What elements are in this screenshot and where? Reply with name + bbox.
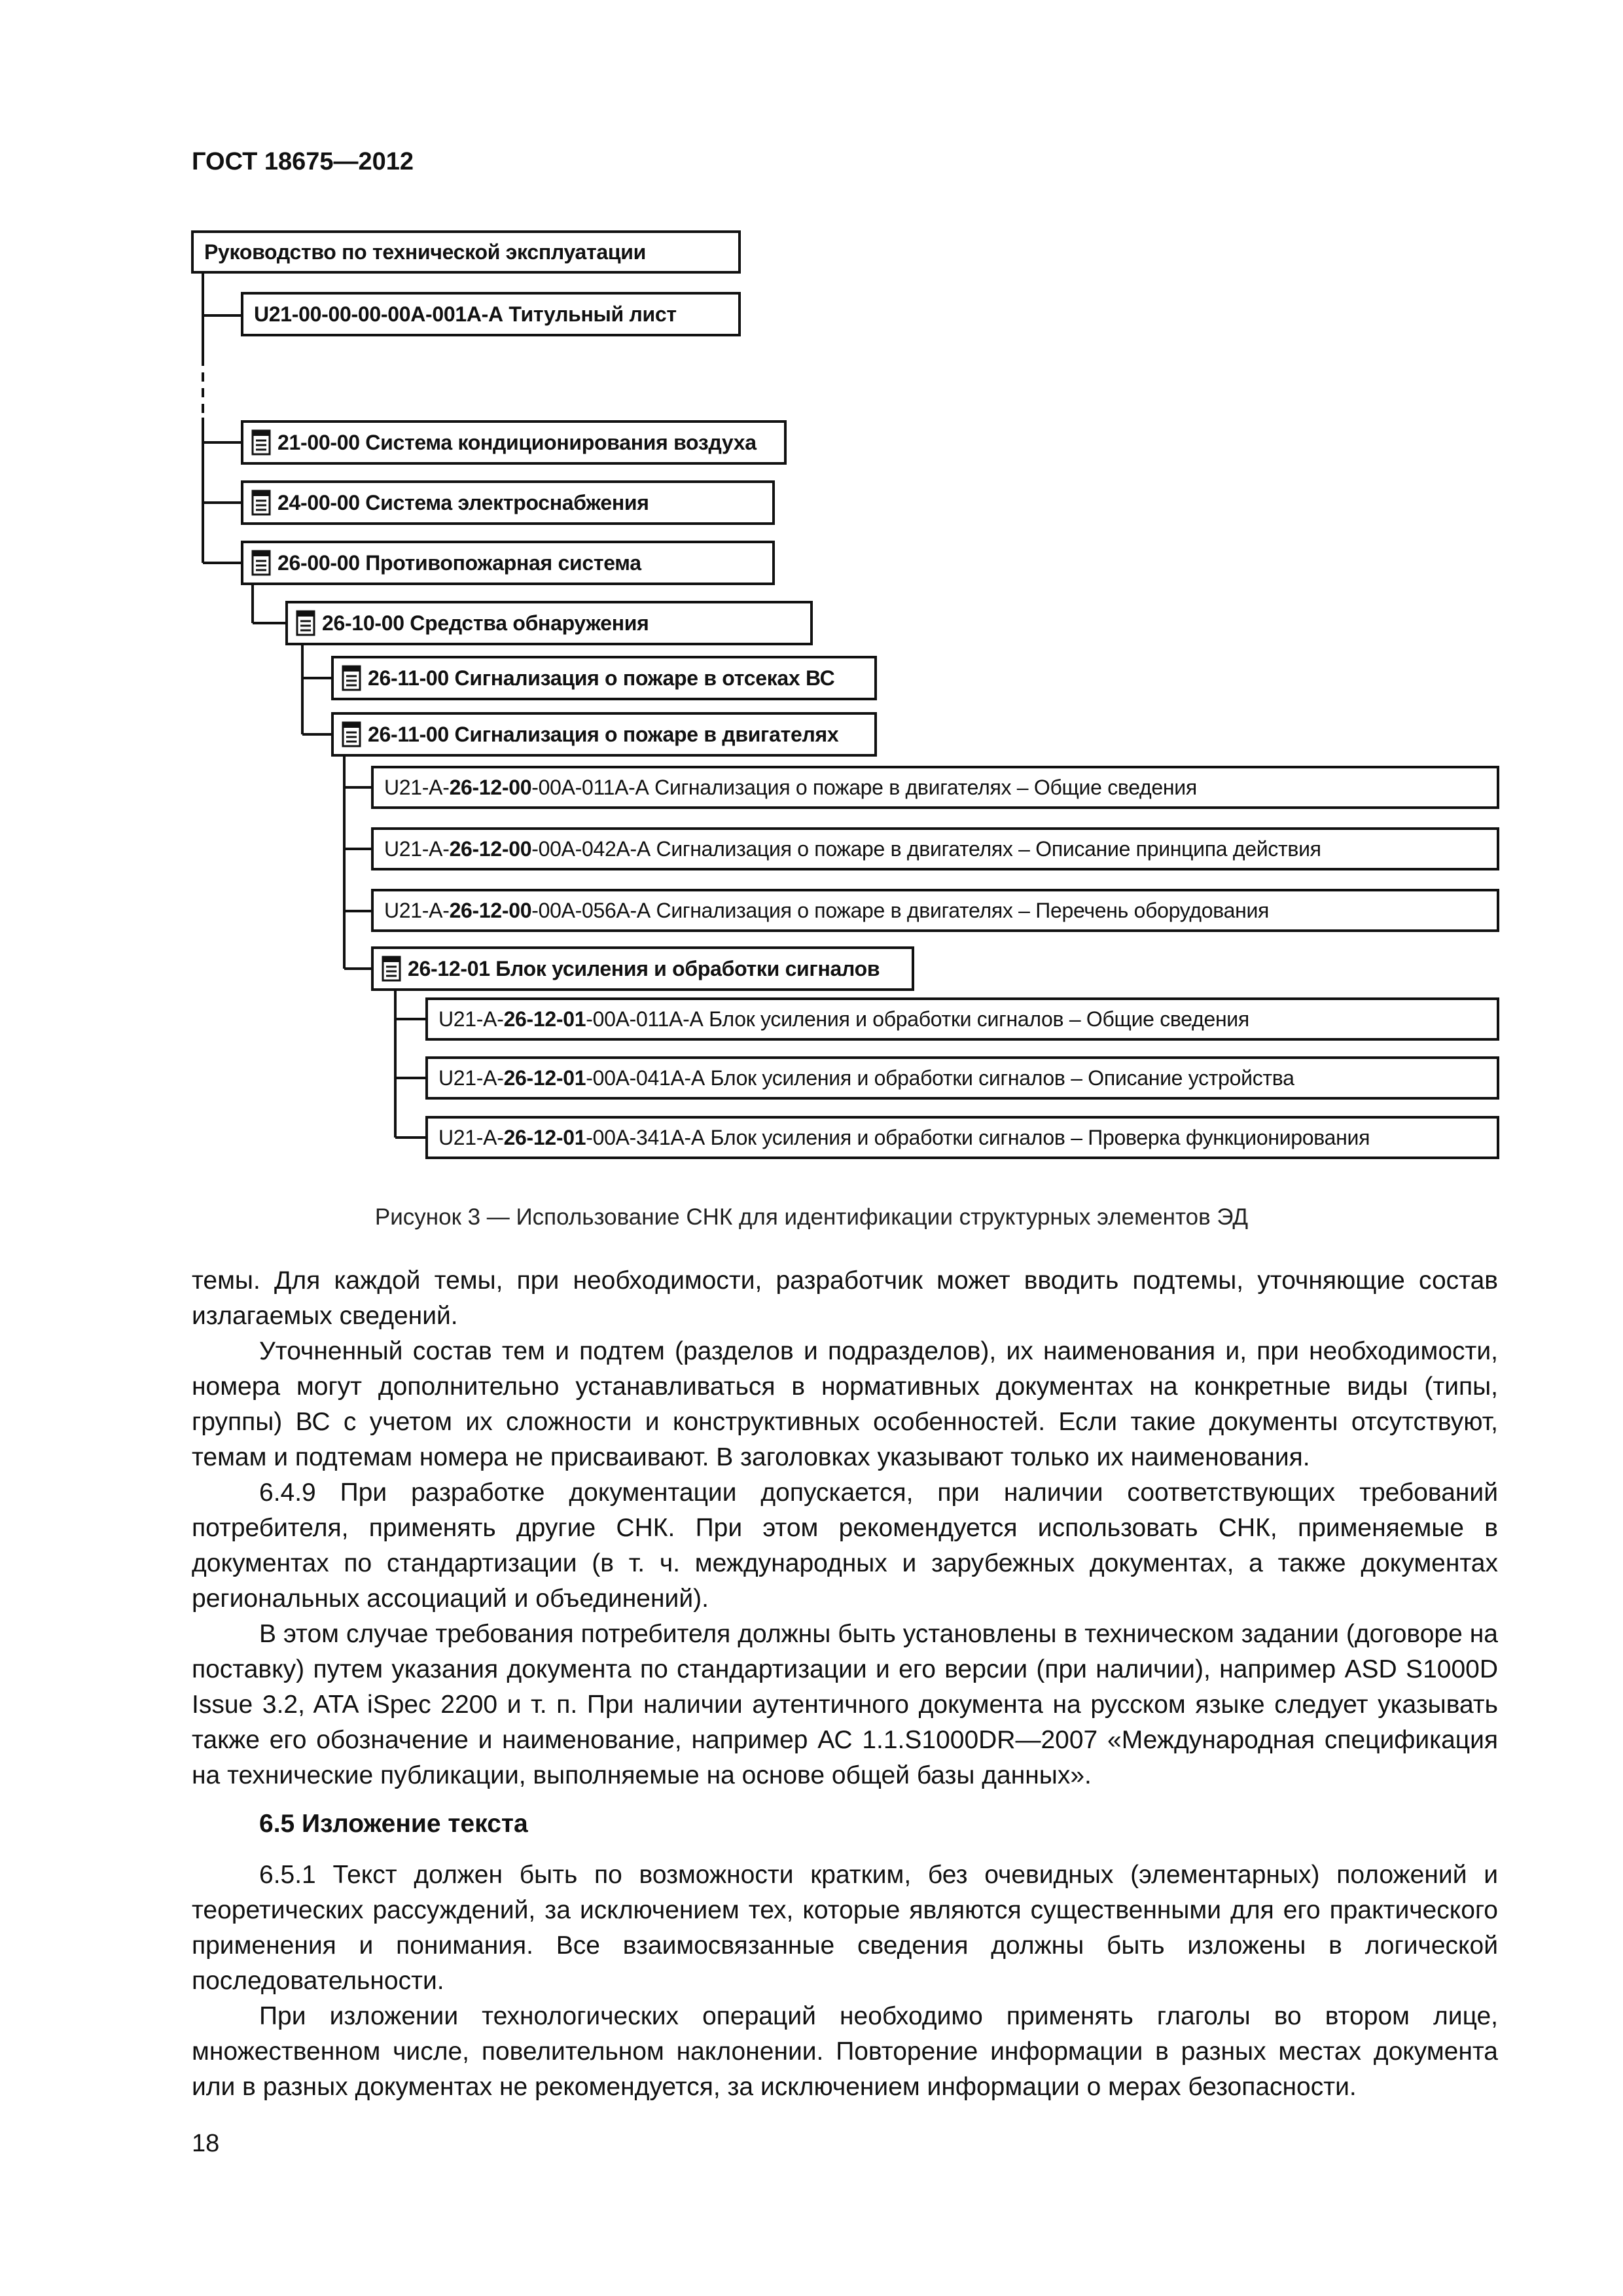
paragraph: При изложении технологических операций необходимо применять глаголы во втором лице, множественном числе, повелительном наклонении. Повторение информации в разных местах документа или в разных документах не рекомендуется, за исключением информации о мерах безопасности.: [192, 2002, 1498, 2101]
paragraph: 6.5.1 Текст должен быть по возможности кратким, без очевидных (элементарных) положений и теоретических рассуждений, за исключением тех, которые являются существенными для его практического применения и понимания. Все взаимосвязанные сведения должны быть изложены в логической последовательности.: [192, 1861, 1498, 1995]
data-module-box: [425, 1056, 1499, 1100]
sub-subsystem-box-2: 26-11-00 Сигнализация о пожаре в двигателях: [331, 712, 877, 757]
figure-caption: Рисунок 3 — Использование СНК для идентификации структурных элементов ЭД: [374, 1204, 1249, 1230]
binder-icon: [251, 490, 271, 516]
data-module-code: U21-А-26-12-01-00А-341А-А Блок усиления и обработки сигналов – Проверка функционирования: [438, 1125, 1370, 1149]
page-number: 18: [192, 2130, 220, 2157]
standard-header: ГОСТ 18675—2012: [192, 148, 414, 175]
unit-box: 26-12-01 Блок усиления и обработки сигналов: [371, 946, 914, 991]
system-box-26: 26-00-00 Противопожарная система: [241, 541, 775, 585]
system-box-21: 21-00-00 Система кондиционирования воздуха: [241, 420, 787, 465]
data-module-box: [371, 889, 1499, 932]
binder-icon: [342, 665, 361, 691]
binder-icon: [251, 550, 271, 576]
data-module-box: [371, 766, 1499, 809]
data-module-box: [425, 1116, 1499, 1159]
paragraph: темы. Для каждой темы, при необходимости, разработчик может вводить подтемы, уточняющие состав излагаемых сведений.: [192, 1266, 1498, 1330]
sub-subsystem-box-1: 26-11-00 Сигнализация о пожаре в отсеках ВС: [331, 656, 877, 700]
root-box: Руководство по технической эксплуатации: [191, 230, 741, 274]
binder-icon: [296, 610, 315, 636]
data-module-box: [371, 827, 1499, 870]
data-module-code: U21-А-26-12-01-00А-011А-А Блок усиления и обработки сигналов – Общие сведения: [438, 1007, 1249, 1031]
paragraph: 6.4.9 При разработке документации допускается, при наличии соответствующих требований потребителя, применять другие СНК. При этом рекомендуется использовать СНК, применяемые в документах по стандартизации (в т. ч. международных и зарубежных документах, а также документах региональных ассоциаций и объединений).: [192, 1479, 1498, 1613]
data-module-code: U21-А-26-12-00-00А-042А-А Сигнализация о пожаре в двигателях – Описание принципа действия: [384, 836, 1321, 861]
binder-icon: [382, 956, 401, 982]
data-module-code: U21-А-26-12-00-00А-011А-А Сигнализация о пожаре в двигателях – Общие сведения: [384, 775, 1197, 799]
system-box-24: 24-00-00 Система электроснабжения: [241, 480, 775, 525]
binder-icon: [342, 721, 361, 747]
data-module-code: U21-А-26-12-01-00А-041А-А Блок усиления и обработки сигналов – Описание устройства: [438, 1066, 1294, 1090]
binder-icon: [251, 429, 271, 456]
data-module-box: [425, 997, 1499, 1041]
body-text: [192, 1263, 1498, 2105]
section-heading: 6.5 Изложение текста: [259, 1810, 528, 1838]
subsystem-box: 26-10-00 Средства обнаружения: [285, 601, 813, 645]
paragraph: Уточненный состав тем и подтем (разделов и подразделов), их наименования и, при необходимости, номера могут дополнительно устанавливаться в нормативных документах на конкретные виды (типы, группы) ВС с учетом их сложности и конструктивных особенностей. Если такие документы отсутствуют, темам и подтемам номера не присваивают. В заголовках указывают только их наименования.: [192, 1337, 1498, 1471]
paragraph: В этом случае требования потребителя должны быть установлены в техническом задании (договоре на поставку) путем указания документа по стандартизации и его версии (при наличии), например ASD S1000D Issue 3.2, ATA iSpec 2200 и т. п. При наличии аутентичного документа на русском языке следует указывать также его обозначение и наименование, например АС 1.1.S1000DR—2007 «Международная спецификация на технические публикации, выполняемые на основе общей базы данных».: [192, 1620, 1498, 1789]
title-page-box: U21-00-00-00-00А-001А-А Титульный лист: [241, 292, 741, 336]
data-module-code: U21-А-26-12-00-00А-056А-А Сигнализация о пожаре в двигателях – Перечень оборудования: [384, 898, 1270, 922]
